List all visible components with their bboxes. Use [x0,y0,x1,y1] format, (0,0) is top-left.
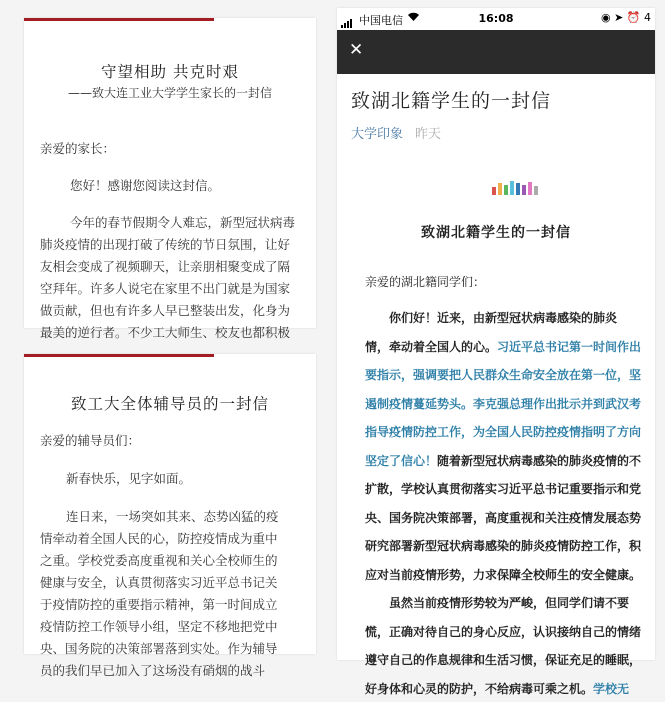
body-text: 央、国务院决策部署，高度重视和关注疫情发展态势 [365,510,642,525]
body-text: 你们好！近来，由新型冠状病毒感染的肺炎 [365,311,618,325]
body-text: 遵守自己的作息规律和生活习惯，保证充足的睡眠， [365,653,642,667]
lock-rotation-icon: ◉ [600,11,611,24]
status-right-icons [601,11,651,24]
counselors-line: 央、国务院的决策部署落到实处。作为辅导 [40,641,278,656]
parents-letter-title: 守望相助 共克时艰 [101,63,239,81]
counselors-opening: 新春快乐，见字如面。 [66,471,192,486]
parents-letter-subtitle: ——致大连工业大学学生家长的一封信 [67,86,272,100]
body-text: 慌，正确对待自己的身心反应，认识接纳自己的情绪 [365,624,642,639]
article-line [365,563,665,588]
highlighted-text: 指导疫情防控工作，为全国人民防控疫情指明了方向 [365,425,642,439]
counselors-letter-title: 致工大全体辅导员的一封信 [70,395,269,413]
article-line [365,363,665,388]
article-line [365,477,665,502]
parents-letter-card [24,18,316,340]
body-text: 情，牵动着全国人的心。 [365,339,498,354]
parents-line: 最美的逆行者。不少工大师生、校友也都积极 [40,325,291,340]
article-line [365,392,665,417]
alarm-icon: ⏰ [626,11,641,24]
article-line [365,620,665,645]
article-line [365,648,665,673]
highlighted-text: 习近平总书记第一时间作出 [497,339,642,354]
counselors-greeting: 亲爱的辅导员们： [40,433,141,448]
color-bar [498,183,502,195]
parents-line: 今年的春节假期令人难忘，新型冠状病毒 [70,215,296,230]
parents-line: 空拜年。许多人说宅在家里不出门就是为国家 [40,281,291,296]
color-bar [516,183,520,195]
color-bar [522,185,526,195]
color-bar [504,185,508,195]
article-line [365,335,665,360]
article-source-link[interactable]: 大学印象 [351,127,404,142]
article-line [365,591,665,616]
location-icon: ➤ [614,11,624,24]
highlighted-text: 要指示，强调要把人民群众生命安全放在第一位，坚 [365,368,642,382]
body-text: 应对当前疫情形势，力求保障全校师生的安全健康。 [365,567,642,582]
highlighted-text: 遏制疫情蔓延势头。李克强总理作出批示并到武汉考 [365,396,642,411]
counselors-line: 员的我们早已加入了这场没有硝烟的战斗 [40,663,266,678]
color-bar [528,182,532,195]
letter-greeting: 亲爱的湖北籍同学们： [365,275,486,289]
article-line [365,420,665,445]
decorative-color-bars [492,176,540,195]
body-text: 好身体和心灵的防护，不给病毒可乘之机。 [365,681,594,696]
body-text: 随着新型冠状病毒感染的肺炎疫情的不 [437,453,642,468]
body-text: 扩散，学校认真贯彻落实习近平总书记重要指示和党 [365,482,642,496]
nav-bar [337,30,655,74]
carrier-label: 中国电信 [359,14,403,27]
status-bar [337,8,655,30]
article-line [365,306,665,331]
counselors-line: 疫情防控工作领导小组，坚定不移地把党中 [40,619,278,634]
counselors-line: 于疫情防控的重要指示精神，第一时间成立 [40,597,278,612]
highlighted-text: 学校无 [593,681,630,696]
parents-line: 友相会变成了视频聊天，让亲朋相聚变成了隔 [40,259,291,274]
card-accent-bar [24,18,214,21]
parents-opening: 您好！感谢您阅读这封信。 [70,178,221,193]
article-line [365,449,665,474]
letter-heading: 致湖北籍学生的一封信 [421,225,571,241]
close-icon[interactable]: ✕ [349,40,364,60]
color-bar [492,187,496,195]
parents-line: 做贡献，但也有许多人早已整装出发，化身为 [40,303,291,318]
phone-screenshot [337,8,655,696]
parents-line: 肺炎疫情的出现打破了传统的节日氛围，让好 [40,237,291,252]
body-text: 虽然当前疫情形势较为严峻，但同学们请不要 [365,596,630,610]
clock-time: 16:08 [478,12,514,25]
battery-level: 4 [644,11,651,24]
article-title: 致湖北籍学生的一封信 [351,90,552,112]
highlighted-text: 坚定了信心！ [365,453,438,468]
card-accent-bar [24,354,214,357]
counselors-line: 健康与安全，认真贯彻落实习近平总书记关 [40,575,278,590]
parents-greeting: 亲爱的家长： [40,141,116,156]
counselors-line: 情牵动着全国人民的心，防控疫情成为重中 [40,531,278,546]
counselors-line: 之重。学校党委高度重视和关心全校师生的 [40,553,278,568]
article-line [365,677,665,702]
counselors-letter-card [24,354,316,678]
color-bar [534,186,538,195]
color-bar [510,181,514,195]
body-text: 研究部署新型冠状病毒感染的肺炎疫情防控工作，积 [365,539,642,553]
article-date: 昨天 [415,127,442,142]
article-line [365,534,665,559]
counselors-line: 连日来，一场突如其来、态势凶猛的疫 [66,509,279,524]
article-line [365,506,665,531]
